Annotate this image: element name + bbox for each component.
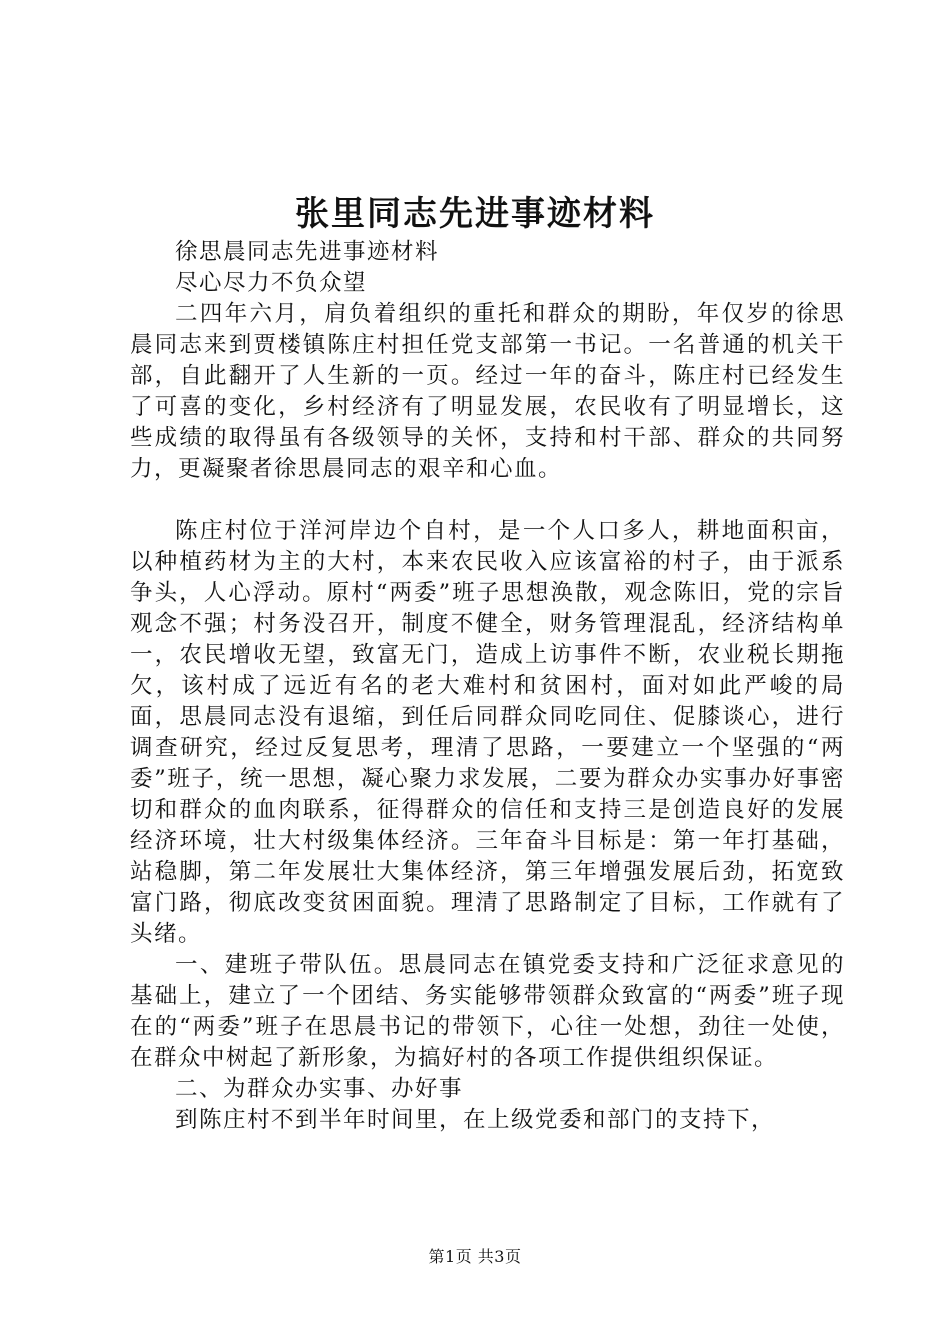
body-paragraph: 陈庄村位于洋河岸边个自村，是一个人口多人，耕地面积亩，以种植药材为主的大村，本来农民收入应该富裕的村子，由于派系争头，人心浮动。原村“两委”班子思想涣散，观念陈旧，党的宗旨观念不强；村务没召开，制度不健全，财务管理混乱，经济结构单一，农民增收无望，致富无门，造成上访事件不断，农业税长期拖欠，该村成了远近有名的老大难村和贫困村，面对如此严峻的局面，思晨同志没有退缩，到任后同群众同吃同住、促膝谈心，进行调查研究，经过反复思考，理清了思路，一要建立一个坚强的“两委”班子，统一思想，凝心聚力求发展，二要为群众办实事办好事密切和群众的血肉联系，征得群众的信任和支持三是创造良好的发展经济环境，壮大村级集体经济。三年奋斗目标是：第一年打基础，站稳脚，第二年发展壮大集体经济，第三年增强发展后劲，拓宽致富门路，彻底改变贫困面貌。理清了思路制定了目标，工作就有了头绪。	[130, 518, 845, 947]
document-body	[130, 237, 845, 1136]
document-title: 张里同志先进事迹材料	[295, 194, 655, 234]
section-heading: 二、为群众办实事、办好事	[175, 1076, 464, 1102]
body-paragraph: 一、建班子带队伍。思晨同志在镇党委支持和广泛征求意见的基础上，建立了一个团结、务实能够带领群众致富的“两委”班子现在的“两委”班子在思晨书记的带领下，心往一处想，劲往一处使，在群众中树起了新形象，为搞好村的各项工作提供组织保证。	[130, 952, 845, 1071]
subtitle-paragraph: 徐思晨同志先进事迹材料	[175, 239, 440, 265]
body-paragraph: 到陈庄村不到半年时间里，在上级党委和部门的支持下，	[175, 1107, 776, 1133]
subheading-paragraph: 尽心尽力不负众望	[175, 270, 368, 296]
body-paragraph: 二四年六月，肩负着组织的重托和群众的期盼，年仅岁的徐思晨同志来到贾楼镇陈庄村担任党支部第一书记。一名普通的机关干部，自此翻开了人生新的一页。经过一年的奋斗，陈庄村已经发生了可喜的变化，乡村经济有了明显发展，农民收有了明显增长，这些成绩的取得虽有各级领导的关怀，支持和村干部、群众的共同努力，更凝聚者徐思晨同志的艰辛和心血。	[130, 301, 845, 482]
page-number-footer: 第1页 共3页	[428, 1247, 522, 1266]
